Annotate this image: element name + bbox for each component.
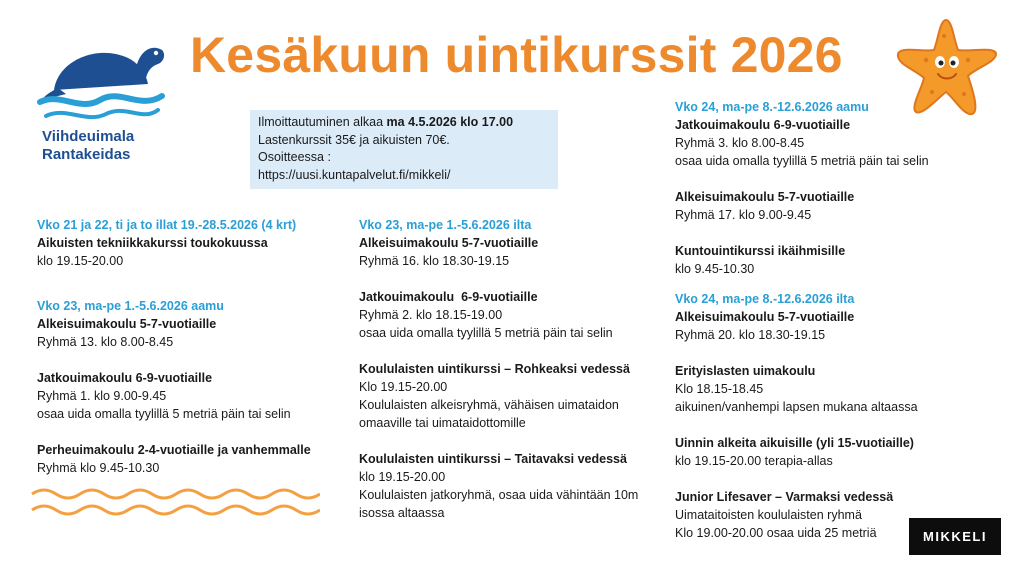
course-note: osaa uida omalla tyylillä 5 metriä päin tai selin [675,154,929,168]
registration-prefix: Ilmoittautuminen alkaa [258,115,387,129]
course-name: Alkeisuimakoulu 5-7-vuotiaille [37,317,217,331]
course-time: klo 19.15-20.00 [359,470,446,484]
course-name: Koululaisten uintikurssi – Taitavaksi vedessä [359,452,627,466]
course-section [37,369,347,423]
logo-line-1: Viihdeuimala [42,128,135,145]
rantakeidas-logo [36,38,166,168]
course-section [675,434,995,470]
mikkeli-logo: MIKKELI [909,518,1001,555]
course-name: Koululaisten uintikurssi – Rohkeaksi vedessä [359,362,630,376]
course-time: Ryhmä 2. klo 18.15-19.00 [359,308,503,322]
column-3 [675,98,995,560]
course-section [359,216,669,270]
registration-info-box [250,110,558,189]
course-time: klo 9.45-10.30 [675,262,755,276]
course-name: Uinnin alkeita aikuisille (yli 15-vuotiaille) [675,436,914,450]
course-note: Klo 19.00-20.00 osaa uida 25 metriä [675,526,877,540]
course-section [359,360,669,432]
course-time: Ryhmä 17. klo 9.00-9.45 [675,208,812,222]
course-time: Klo 18.15-18.45 [675,382,764,396]
course-section [37,441,347,477]
orange-wave-decoration [30,484,320,524]
registration-url[interactable]: https://uusi.kuntapalvelut.fi/mikkeli/ [258,167,451,182]
course-section [675,188,995,224]
price-line: Lastenkurssit 35€ ja aikuisten 70€. [258,132,450,147]
course-time: Uimataitoisten koululaisten ryhmä [675,508,862,522]
week-heading: Vko 23, ma-pe 1.-5.6.2026 ilta [359,218,532,232]
week-heading: Vko 23, ma-pe 1.-5.6.2026 aamu [37,299,224,313]
course-section [359,288,669,342]
course-name: Alkeisuimakoulu 5-7-vuotiaille [359,236,539,250]
course-note: isossa altaassa [359,506,445,520]
course-name: Jatkouimakoulu 6-9-vuotiaille [675,118,851,132]
course-time: Ryhmä 16. klo 18.30-19.15 [359,254,510,268]
course-section [675,362,995,416]
course-note: aikuinen/vanhempi lapsen mukana altaassa [675,400,918,414]
course-name: Jatkouimakoulu 6-9-vuotiaille [37,371,213,385]
course-note: Koululaisten jatkoryhmä, osaa uida vähintään 10m [359,488,639,502]
address-label: Osoitteessa : [258,150,331,164]
course-time: Ryhmä 13. klo 8.00-8.45 [37,335,174,349]
page-title: Kesäkuun uintikurssit 2026 [190,27,843,83]
logo-text [42,128,134,164]
course-name: Erityislasten uimakoulu [675,364,816,378]
logo-line-2: Rantakeidas [42,146,131,163]
course-time: Ryhmä 20. klo 18.30-19.15 [675,328,826,342]
course-name: Junior Lifesaver – Varmaksi vedessä [675,490,894,504]
course-time: Ryhmä 3. klo 8.00-8.45 [675,136,805,150]
course-name: Jatkouimakoulu 6-9-vuotiaille [359,290,538,304]
course-name: Kuntouintikurssi ikäihmisille [675,244,846,258]
course-time: Ryhmä 1. klo 9.00-9.45 [37,389,167,403]
course-note: omaaville tai uimataidottomille [359,416,526,430]
course-section [37,216,347,270]
course-section [675,290,995,344]
column-1 [37,216,347,495]
course-time: Ryhmä klo 9.45-10.30 [37,461,160,475]
course-name: Alkeisuimakoulu 5-7-vuotiaille [675,310,855,324]
course-time: klo 19.15-20.00 terapia-allas [675,454,833,468]
course-section [359,450,669,522]
course-name: Aikuisten tekniikkakurssi toukokuussa [37,236,268,250]
registration-date: ma 4.5.2026 klo 17.00 [386,115,514,129]
course-section [675,98,995,170]
course-time: klo 19.15-20.00 [37,254,124,268]
registration-line [258,114,550,132]
course-note: osaa uida omalla tyylillä 5 metriä päin tai selin [37,407,291,421]
week-heading: Vko 24, ma-pe 8.-12.6.2026 ilta [675,292,855,306]
course-section [675,242,995,278]
week-heading: Vko 24, ma-pe 8.-12.6.2026 aamu [675,100,869,114]
course-name: Alkeisuimakoulu 5-7-vuotiaille [675,190,855,204]
column-2 [359,216,669,540]
week-heading: Vko 21 ja 22, ti ja to illat 19.-28.5.2026 (4 krt) [37,218,297,232]
course-note: Koululaisten alkeisryhmä, vähäisen uimataidon [359,398,619,412]
course-section [37,297,347,351]
turtle-waves-logo [36,38,166,128]
course-time: Klo 19.15-20.00 [359,380,448,394]
course-name: Perheuimakoulu 2-4-vuotiaille ja vanhemmalle [37,443,311,457]
course-note: osaa uida omalla tyylillä 5 metriä päin tai selin [359,326,613,340]
